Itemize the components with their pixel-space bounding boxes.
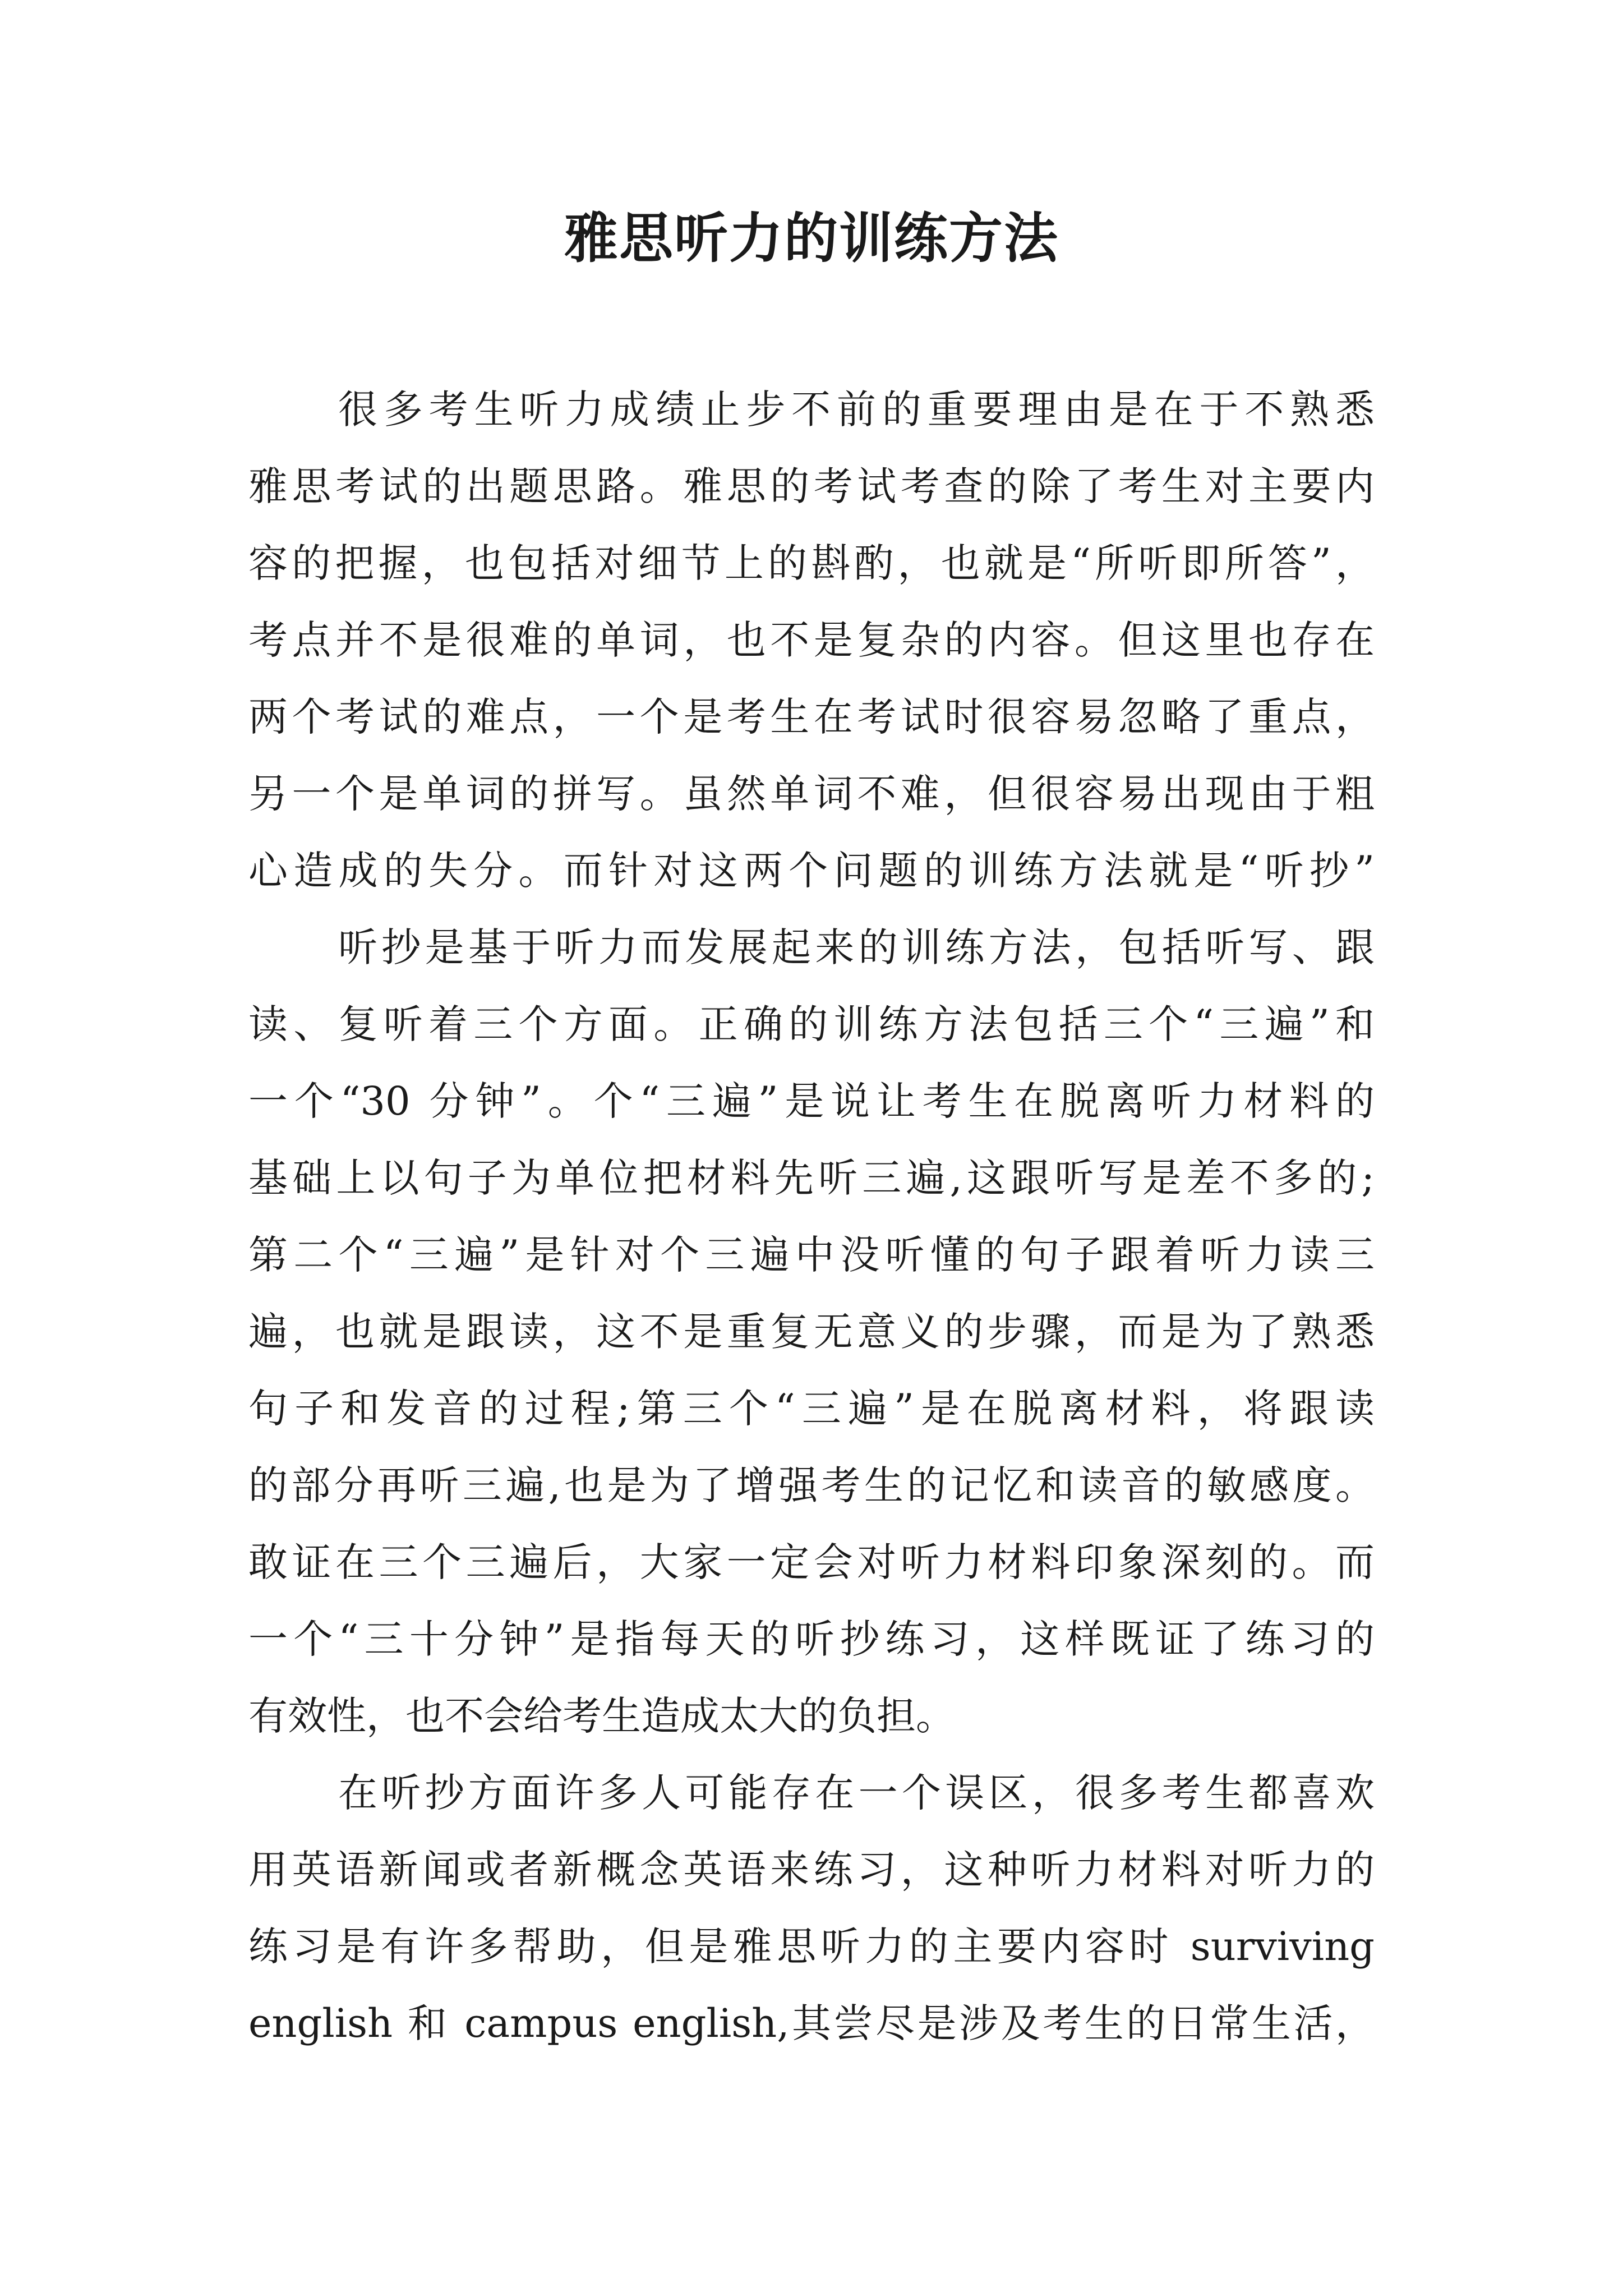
- document-title: 雅思听力的训练方法: [564, 206, 1059, 270]
- paragraph-2-line-10: 一个“三十分钟”是指每天的听抄练习，这样既证了练习的: [248, 1616, 1375, 1662]
- paragraph-1-line-6: 另一个是单词的拼写。虽然单词不难，但很容易出现由于粗: [248, 771, 1375, 817]
- paragraph-3-line-4: english 和 campus english,其尝尽是涉及考生的日常生活，: [248, 2000, 1375, 2046]
- paragraph-2-line-7: 句子和发音的过程;第三个“三遍”是在脱离材料，将跟读: [248, 1386, 1375, 1432]
- paragraph-2-line-11: 有效性，也不会给考生造成太大的负担。: [248, 1693, 955, 1739]
- paragraph-2-line-8: 的部分再听三遍,也是为了增强考生的记忆和读音的敏感度。: [248, 1462, 1375, 1508]
- paragraph-3-line-2: 用英语新闻或者新概念英语来练习，这种听力材料对听力的: [248, 1847, 1375, 1893]
- paragraph-2-line-9: 敢证在三个三遍后，大家一定会对听力材料印象深刻的。而: [248, 1539, 1375, 1585]
- paragraph-2-line-3: 一个“30 分钟”。个“三遍”是说让考生在脱离听力材料的: [248, 1078, 1375, 1124]
- paragraph-1-line-2: 雅思考试的出题思路。雅思的考试考查的除了考生对主要内: [248, 463, 1375, 509]
- paragraph-1-line-3: 容的把握，也包括对细节上的斟酌，也就是“所听即所答”，: [248, 540, 1375, 586]
- paragraph-3-line-1: 在听抄方面许多人可能存在一个误区，很多考生都喜欢: [338, 1770, 1375, 1816]
- paragraph-2-line-5: 第二个“三遍”是针对个三遍中没听懂的句子跟着听力读三: [248, 1232, 1375, 1278]
- paragraph-1-line-7: 心造成的失分。而针对这两个问题的训练方法就是“听抄”: [248, 848, 1375, 894]
- paragraph-1-line-1: 很多考生听力成绩止步不前的重要理由是在于不熟悉: [338, 386, 1375, 432]
- paragraph-3-line-3: 练习是有许多帮助，但是雅思听力的主要内容时 surviving: [248, 1924, 1375, 1970]
- paragraph-2-line-1: 听抄是基于听力而发展起来的训练方法，包括听写、跟: [338, 924, 1375, 970]
- paragraph-2-line-4: 基础上以句子为单位把材料先听三遍,这跟听写是差不多的;: [248, 1155, 1375, 1201]
- paragraph-2-line-6: 遍，也就是跟读，这不是重复无意义的步骤，而是为了熟悉: [248, 1309, 1375, 1355]
- paragraph-1-line-4: 考点并不是很难的单词，也不是复杂的内容。但这里也存在: [248, 617, 1375, 663]
- paragraph-2-line-2: 读、复听着三个方面。正确的训练方法包括三个“三遍”和: [248, 1001, 1375, 1047]
- paragraph-1-line-5: 两个考试的难点，一个是考生在考试时很容易忽略了重点，: [248, 694, 1375, 740]
